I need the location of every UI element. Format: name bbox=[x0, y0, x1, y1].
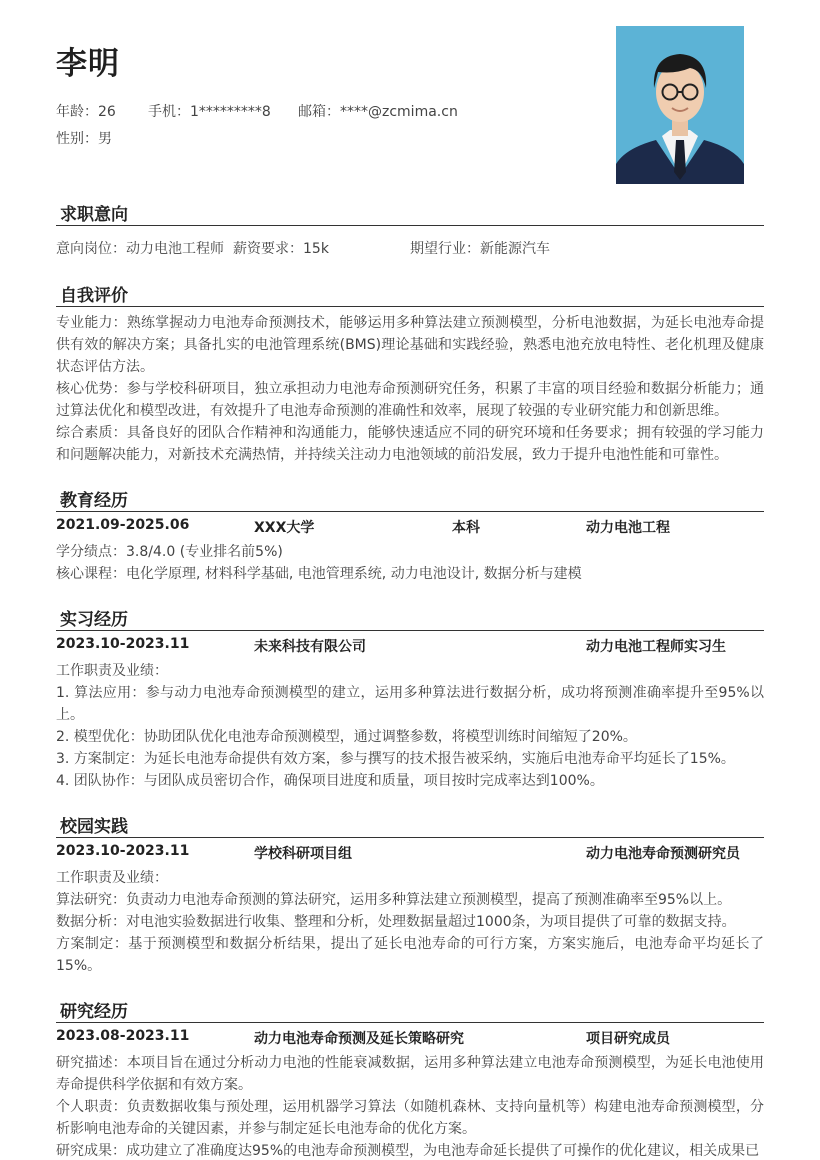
education-row bbox=[56, 517, 764, 539]
intent-industry: 期望行业：新能源汽车 bbox=[410, 241, 550, 257]
profile-photo bbox=[616, 26, 744, 184]
section-title: 自我评价 bbox=[60, 286, 128, 306]
gender-value: 男 bbox=[98, 131, 112, 147]
internship-duty-label: 工作职责及业绩： bbox=[56, 663, 168, 679]
self-eval-professional: 专业能力：熟练掌握动力电池寿命预测技术，能够运用多种算法建立预测模型，分析电池数据，为延长电池寿命提供有效的解决方案；具备扎实的电池管理系统(BMS)理论基础和实践经验，熟悉电池充放电特性、老化机理及健康状态评估方法。 bbox=[56, 315, 764, 375]
section-divider bbox=[56, 306, 764, 307]
research-item: 研究成果：成功建立了准确度达95%的电池寿命预测模型，为电池寿命延长提供了可操作的优化建议，相关成果已 bbox=[56, 1143, 760, 1159]
gender-info bbox=[56, 128, 112, 148]
phone-label: 手机： bbox=[148, 104, 190, 120]
campus-item: 算法研究：负责动力电池寿命预测的算法研究，运用多种算法建立预测模型，提高了预测准确率至95%以上。 bbox=[56, 892, 732, 908]
research-row bbox=[56, 1028, 764, 1050]
age-label: 年龄： bbox=[56, 104, 98, 120]
section-divider bbox=[56, 630, 764, 631]
research-item: 研究描述：本项目旨在通过分析动力电池的性能衰减数据，运用多种算法建立电池寿命预测模型，为延长电池使用寿命提供科学依据和有效方案。 bbox=[56, 1055, 764, 1093]
avatar-illustration bbox=[616, 26, 744, 184]
section-title: 校园实践 bbox=[60, 817, 128, 837]
internship-item: 3. 方案制定：为延长电池寿命提供有效方案，参与撰写的技术报告被采纳，实施后电池寿命平均延长了15%。 bbox=[56, 751, 735, 767]
campus-org: 学校科研项目组 bbox=[254, 846, 352, 862]
internship-role: 动力电池工程师实习生 bbox=[586, 639, 726, 655]
email-info bbox=[298, 101, 458, 121]
campus-date: 2023.10-2023.11 bbox=[56, 843, 190, 859]
education-school: XXX大学 bbox=[254, 520, 315, 536]
campus-item: 方案制定：基于预测模型和数据分析结果，提出了延长电池寿命的可行方案，方案实施后，电池寿命平均延长了15%。 bbox=[56, 936, 764, 974]
section-divider bbox=[56, 837, 764, 838]
email-label: 邮箱： bbox=[298, 104, 340, 120]
education-date: 2021.09-2025.06 bbox=[56, 517, 190, 533]
phone-value: 1*********8 bbox=[190, 104, 271, 120]
internship-company: 未来科技有限公司 bbox=[254, 639, 366, 655]
internship-item: 1. 算法应用：参与动力电池寿命预测模型的建立，运用多种算法进行数据分析，成功将预测准确率提升至95%以上。 bbox=[56, 685, 764, 723]
phone-info bbox=[148, 101, 271, 121]
intent-position: 意向岗位：动力电池工程师 bbox=[56, 241, 224, 257]
internship-date: 2023.10-2023.11 bbox=[56, 636, 190, 652]
section-title: 研究经历 bbox=[60, 1002, 128, 1022]
campus-row bbox=[56, 843, 764, 865]
campus-item: 数据分析：对电池实验数据进行收集、整理和分析，处理数据量超过1000条，为项目提供了可靠的数据支持。 bbox=[56, 914, 736, 930]
intent-salary: 薪资要求：15k bbox=[233, 241, 329, 257]
section-divider bbox=[56, 511, 764, 512]
education-major: 动力电池工程 bbox=[586, 520, 670, 536]
education-degree: 本科 bbox=[452, 520, 480, 536]
section-title: 教育经历 bbox=[60, 491, 128, 511]
campus-duty-label: 工作职责及业绩： bbox=[56, 870, 168, 886]
campus-role: 动力电池寿命预测研究员 bbox=[586, 846, 740, 862]
email-value: ****@zcmima.cn bbox=[340, 104, 458, 120]
self-eval-quality: 综合素质：具备良好的团队合作精神和沟通能力，能够快速适应不同的研究环境和任务要求；拥有较强的学习能力和问题解决能力，对新技术充满热情，并持续关注动力电池领域的前沿发展，致力于提升电池性能和可靠性。 bbox=[56, 425, 764, 463]
section-divider bbox=[56, 1022, 764, 1023]
section-title: 求职意向 bbox=[60, 205, 128, 225]
research-date: 2023.08-2023.11 bbox=[56, 1028, 190, 1044]
internship-item: 4. 团队协作：与团队成员密切合作，确保项目进度和质量，项目按时完成率达到100%。 bbox=[56, 773, 604, 789]
research-role: 项目研究成员 bbox=[586, 1031, 670, 1047]
section-title: 实习经历 bbox=[60, 610, 128, 630]
education-courses: 核心课程：电化学原理, 材料科学基础, 电池管理系统, 动力电池设计, 数据分析与建模 bbox=[56, 566, 582, 582]
internship-row bbox=[56, 636, 764, 658]
self-eval-strength: 核心优势：参与学校科研项目，独立承担动力电池寿命预测研究任务，积累了丰富的项目经验和数据分析能力；通过算法优化和模型改进，有效提升了电池寿命预测的准确性和效率，展现了较强的专业研究能力和创新思维。 bbox=[56, 381, 764, 419]
research-item: 个人职责：负责数据收集与预处理，运用机器学习算法（如随机森林、支持向量机等）构建电池寿命预测模型，分析影响电池寿命的关键因素，并参与制定延长电池寿命的优化方案。 bbox=[56, 1099, 764, 1137]
education-gpa: 学分绩点：3.8/4.0 (专业排名前5%) bbox=[56, 544, 283, 560]
internship-item: 2. 模型优化：协助团队优化电池寿命预测模型，通过调整参数，将模型训练时间缩短了20%。 bbox=[56, 729, 637, 745]
research-project: 动力电池寿命预测及延长策略研究 bbox=[254, 1031, 464, 1047]
age-value: 26 bbox=[98, 104, 116, 120]
candidate-name: 李明 bbox=[56, 46, 120, 82]
age-info bbox=[56, 101, 116, 121]
section-divider bbox=[56, 225, 764, 226]
gender-label: 性别： bbox=[56, 131, 98, 147]
